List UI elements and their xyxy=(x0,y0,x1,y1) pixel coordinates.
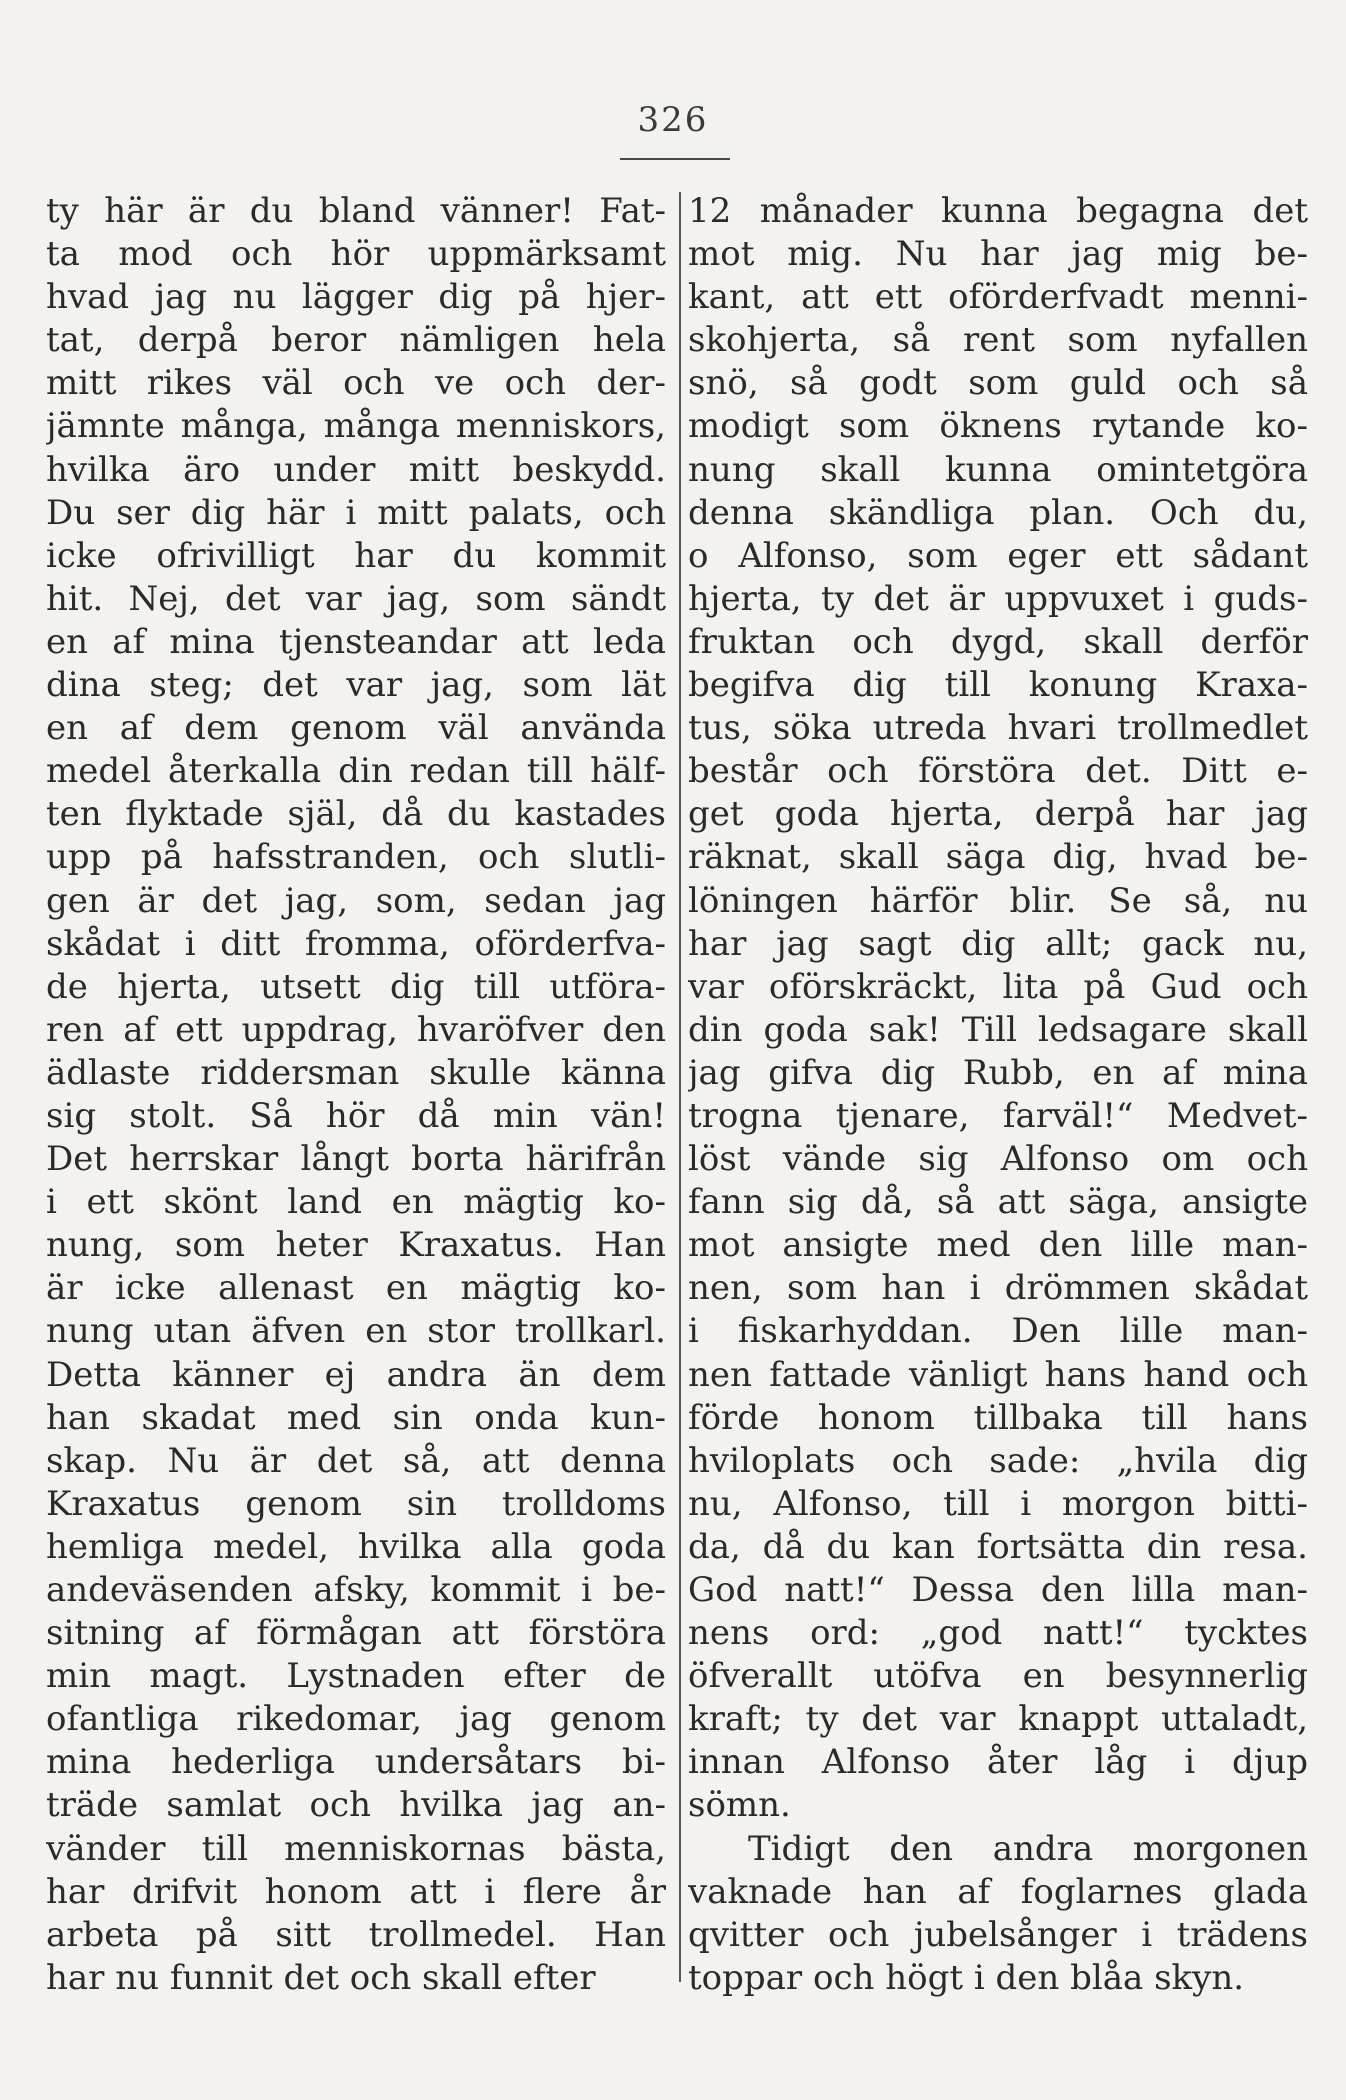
text-line: har jag sagt dig allt; gack nu, xyxy=(688,923,1308,964)
text-line: vaknade han af foglarnes glada xyxy=(688,1871,1308,1912)
text-line: hjerta, ty det är uppvuxet i guds- xyxy=(688,578,1308,619)
left-text-column xyxy=(46,190,666,2000)
text-line: kraft; ty det var knappt uttaladt, xyxy=(688,1699,1308,1740)
text-line: fruktan och dygd, skall derför xyxy=(688,621,1308,662)
text-line: fann sig då, så att säga, ansigte xyxy=(688,1182,1308,1223)
text-line: är icke allenast en mägtig ko- xyxy=(46,1268,666,1309)
text-line: löst vände sig Alfonso om och xyxy=(688,1139,1308,1180)
text-line: kant, att ett oförderfvadt menni- xyxy=(688,277,1308,318)
text-line: sig stolt. Så hör då min vän! xyxy=(46,1095,666,1136)
text-line: hvad jag nu lägger dig på hjer- xyxy=(46,277,666,318)
text-line: var oförskräckt, lita på Gud och xyxy=(688,966,1308,1007)
text-line: Du ser dig här i mitt palats, och xyxy=(46,492,666,533)
text-line: jämnte många, många menniskors, xyxy=(46,406,666,447)
text-line: begifva dig till konung Kraxa- xyxy=(688,665,1308,706)
text-line: 12 månader kunna begagna det xyxy=(688,191,1308,231)
text-line: nung utan äfven en stor trollkarl. xyxy=(46,1311,666,1352)
text-line: nens ord: „god natt!“ tycktes xyxy=(688,1613,1308,1654)
text-line: en af mina tjensteandar att leda xyxy=(46,621,666,662)
text-line: tus, söka utreda hvari trollmedlet xyxy=(688,708,1308,749)
text-line: de hjerta, utsett dig till utföra- xyxy=(46,966,666,1007)
page-number: 326 xyxy=(637,100,709,140)
text-line: nung skall kunna omintetgöra xyxy=(688,449,1308,490)
text-line: vänder till menniskornas bästa, xyxy=(46,1828,666,1869)
text-line: skap. Nu är det så, att denna xyxy=(46,1440,666,1481)
text-line: mot ansigte med den lille man- xyxy=(688,1225,1308,1266)
text-line: gen är det jag, som, sedan jag xyxy=(46,880,666,921)
text-line: innan Alfonso åter låg i djup xyxy=(688,1742,1308,1783)
text-line: i ett skönt land en mägtig ko- xyxy=(46,1182,666,1223)
text-line: nung, som heter Kraxatus. Han xyxy=(46,1225,666,1266)
text-line: skohjerta, så rent som nyfallen xyxy=(688,320,1308,361)
text-line: består och förstöra det. Ditt e- xyxy=(688,751,1308,792)
text-line: ofantliga rikedomar, jag genom xyxy=(46,1699,666,1740)
text-line: ren af ett uppdrag, hvaröfver den xyxy=(46,1009,666,1050)
text-line: toppar och högt i den blåa skyn. xyxy=(688,1957,1245,1998)
text-line: get goda hjerta, derpå har jag xyxy=(688,794,1308,835)
text-line: har nu funnit det och skall efter xyxy=(46,1957,596,1998)
text-line: löningen härför blir. Se så, nu xyxy=(688,880,1308,921)
text-line: förde honom tillbaka till hans xyxy=(688,1397,1308,1438)
text-line: trogna tjenare, farväl!“ Medvet- xyxy=(688,1095,1308,1136)
right-text-column xyxy=(688,190,1308,2000)
text-line: o Alfonso, som eger ett sådant xyxy=(688,535,1308,576)
text-line: träde samlat och hvilka jag an- xyxy=(46,1785,666,1826)
text-line: medel återkalla din redan till hälf- xyxy=(46,751,666,792)
text-line: öfverallt utöfva en besynnerlig xyxy=(688,1656,1308,1697)
text-line: han skadat med sin onda kun- xyxy=(46,1397,666,1438)
text-line: tat, derpå beror nämligen hela xyxy=(46,320,666,361)
text-line: modigt som öknens rytande ko- xyxy=(688,406,1308,447)
text-line: ten flyktade själ, då du kastades xyxy=(46,794,666,835)
text-line: sitning af förmågan att förstöra xyxy=(46,1613,666,1654)
header-rule xyxy=(620,158,730,160)
text-line: jag gifva dig Rubb, en af mina xyxy=(688,1052,1308,1093)
text-line: sömn. xyxy=(688,1785,791,1826)
text-line: ta mod och hör uppmärksamt xyxy=(46,234,666,275)
text-line: hviloplats och sade: „hvila dig xyxy=(688,1440,1308,1481)
text-line: arbeta på sitt trollmedel. Han xyxy=(46,1914,666,1955)
text-line: denna skändliga plan. Och du, xyxy=(688,492,1308,533)
text-line: Detta känner ej andra än dem xyxy=(46,1354,666,1395)
text-line: upp på hafsstranden, och slutli- xyxy=(46,837,666,878)
text-line: skådat i ditt fromma, oförderfva- xyxy=(46,923,666,964)
text-line: qvitter och jubelsånger i trädens xyxy=(688,1914,1308,1955)
text-line: räknat, skall säga dig, hvad be- xyxy=(688,837,1308,878)
text-line: ty här är du bland vänner! Fat- xyxy=(46,191,666,231)
text-line: min magt. Lystnaden efter de xyxy=(46,1656,666,1697)
text-line: Kraxatus genom sin trolldoms xyxy=(46,1483,666,1524)
text-line: mitt rikes väl och ve och der- xyxy=(46,363,666,404)
text-line: icke ofrivilligt har du kommit xyxy=(46,535,666,576)
text-line: nen, som han i drömmen skådat xyxy=(688,1268,1308,1309)
text-line: Det herrskar långt borta härifrån xyxy=(46,1139,666,1180)
text-line: mina hederliga undersåtars bi- xyxy=(46,1742,666,1783)
text-line: Tidigt den andra morgonen xyxy=(748,1828,1308,1869)
text-line: har drifvit honom att i flere år xyxy=(46,1871,666,1912)
text-line: God natt!“ Dessa den lilla man- xyxy=(688,1570,1308,1610)
text-line: en af dem genom väl använda xyxy=(46,708,666,749)
column-divider xyxy=(679,192,681,1982)
text-line: mot mig. Nu har jag mig be- xyxy=(688,234,1308,275)
text-line: snö, så godt som guld och så xyxy=(688,363,1308,404)
text-line: nu, Alfonso, till i morgon bitti- xyxy=(688,1483,1308,1524)
text-line: hemliga medel, hvilka alla goda xyxy=(46,1526,666,1567)
text-line: ädlaste riddersman skulle känna xyxy=(46,1052,666,1093)
text-line: din goda sak! Till ledsagare skall xyxy=(688,1009,1308,1050)
text-line: nen fattade vänligt hans hand och xyxy=(688,1354,1308,1395)
text-line: i fiskarhyddan. Den lille man- xyxy=(688,1311,1308,1352)
text-line: andeväsenden afsky, kommit i be- xyxy=(46,1570,666,1610)
text-line: hvilka äro under mitt beskydd. xyxy=(46,449,666,490)
text-line: da, då du kan fortsätta din resa. xyxy=(688,1526,1308,1567)
text-line: dina steg; det var jag, som lät xyxy=(46,665,666,706)
text-line: hit. Nej, det var jag, som sändt xyxy=(46,578,666,619)
